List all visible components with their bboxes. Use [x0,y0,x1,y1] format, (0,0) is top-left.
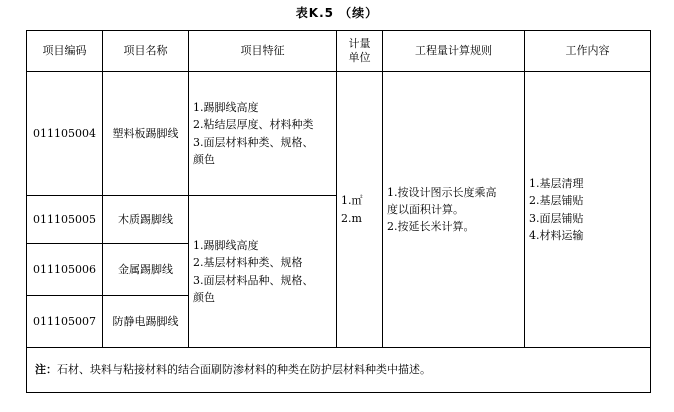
feature-line: 3.面层材料品种、规格、 [193,273,314,287]
header-row [27,31,651,72]
feature-line: 3.面层材料种类、规格、 [193,135,314,149]
table-title: 表K.5 （续） [295,6,379,20]
row-name: 木质踢脚线 [103,196,189,244]
row-name: 防静电踢脚线 [103,296,189,348]
features-cell-a [189,72,337,196]
rule-cell [383,72,525,348]
row-code: 011105004 [27,72,103,196]
unit-line: 1.㎡ [341,194,363,208]
features-cell-b [189,196,337,348]
row-name: 塑料板踢脚线 [103,72,189,196]
work-line: 3.面层铺贴 [529,211,584,225]
note-label: 注： [35,363,57,377]
rule-line: 度以面积计算。 [387,202,464,216]
unit-cell [337,72,383,348]
work-line: 1.基层清理 [529,177,584,191]
work-line: 4.材料运输 [529,228,584,242]
header-unit: 计量 单位 [337,31,383,72]
table-note [27,348,651,393]
header-features: 项目特征 [189,31,337,72]
row-code: 011105007 [27,296,103,348]
rule-line: 1.按设计图示长度乘高 [387,185,497,199]
rule-line: 2.按延长米计算。 [387,220,475,234]
row-code: 011105005 [27,196,103,244]
header-code: 项目编码 [27,31,103,72]
header-work: 工作内容 [525,31,651,72]
feature-line: 2.基层材料种类、规格 [193,256,303,270]
feature-line: 2.粘结层厚度、材料种类 [193,118,314,132]
work-line: 2.基层铺贴 [529,194,584,208]
row-code: 011105006 [27,244,103,296]
spec-table [26,30,651,393]
feature-line: 1.踢脚线高度 [193,239,259,253]
header-name: 项目名称 [103,31,189,72]
unit-line: 2.m [341,211,362,225]
row-name: 金属踢脚线 [103,244,189,296]
note-text: 石材、块料与粘接材料的结合面刷防渗材料的种类在防护层材料种类中描述。 [57,363,431,377]
feature-line: 颜色 [193,290,215,304]
header-rule: 工程量计算规则 [383,31,525,72]
feature-line: 1.踢脚线高度 [193,101,259,115]
note-row [27,348,651,393]
feature-line: 颜色 [193,152,215,166]
table-row [27,72,651,196]
work-cell [525,72,651,348]
